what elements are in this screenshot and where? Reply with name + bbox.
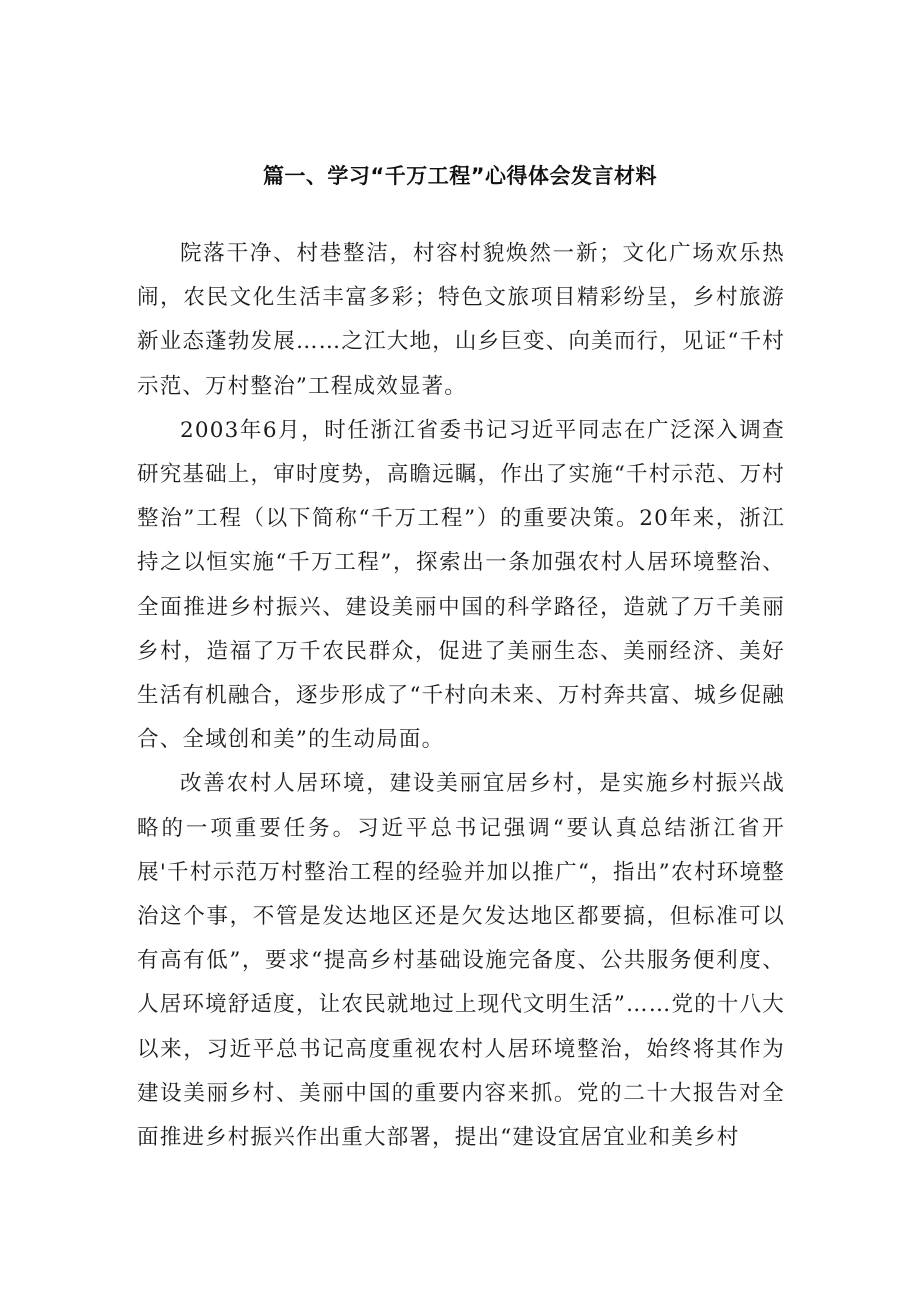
paragraph-1: 院落干净、村巷整洁，村容村貌焕然一新；文化广场欢乐热闹，农民文化生活丰富多彩；特色文旅项目精彩纷呈，乡村旅游新业态蓬勃发展……之江大地，山乡巨变、向美而行，见证“千村示范、万村整治”工程成效显著。 <box>137 241 785 399</box>
document-body <box>137 232 785 1160</box>
paragraph-3: 改善农村人居环境，建设美丽宜居乡村，是实施乡村振兴战略的一项重要任务。习近平总书记强调“要认真总结浙江省开展'千村示范万村整治工程的经验并加以推广“，指出”农村环境整治这个事，不管是发达地区还是欠发达地区都要搞，但标准可以有高有低”，要求“提高乡村基础设施完备度、公共服务便利度、人居环境舒适度，让农民就地过上现代文明生活”……党的十八大以来，习近平总书记高度重视农村人居环境整治，始终将其作为建设美丽乡村、美丽中国的重要内容来抓。党的二十大报告对全面推进乡村振兴作出重大部署，提出“建设宜居宜业和美乡村 <box>137 771 785 1151</box>
document-title: 篇一、学习“千万工程”心得体会发言材料 <box>262 164 658 188</box>
paragraph-2: 2003年6月，时任浙江省委书记习近平同志在广泛深入调查研究基础上，审时度势，高瞻远瞩，作出了实施“千村示范、万村整治”工程（以下简称“千万工程”）的重要决策。20年来，浙江持之以恒实施“千万工程”，探索出一条加强农村人居环境整治、全面推进乡村振兴、建设美丽中国的科学路径，造就了万千美丽乡村，造福了万千农民群众，促进了美丽生态、美丽经济、美好生活有机融合，逐步形成了“千村向未来、万村奔共富、城乡促融合、全域创和美”的生动局面。 <box>137 417 785 753</box>
